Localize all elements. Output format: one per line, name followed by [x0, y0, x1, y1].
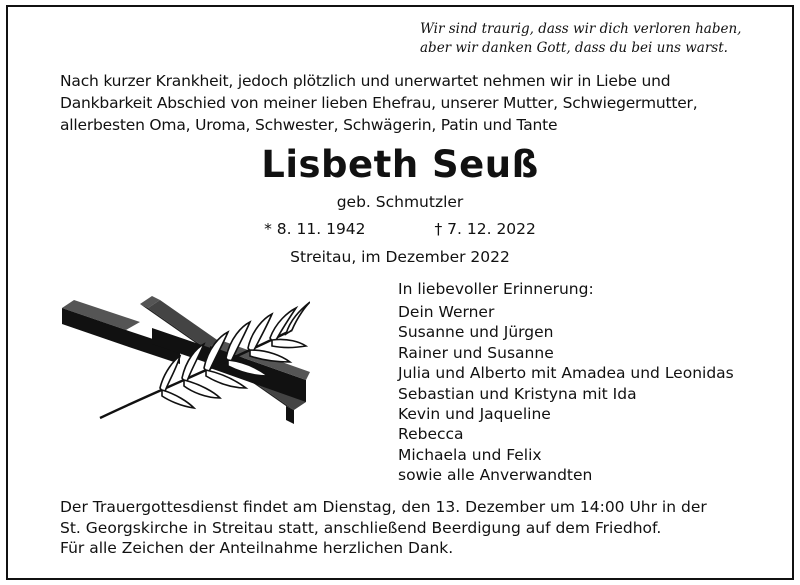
list-item: Julia und Alberto mit Amadea und Leonidas	[398, 364, 734, 383]
service-line: St. Georgskirche in Streitau statt, anschließend Beerdigung auf dem Friedhof.	[60, 518, 662, 537]
mourners-list	[398, 302, 734, 486]
intro-text	[60, 70, 760, 136]
list-item: sowie alle Anverwandten	[398, 466, 593, 485]
intro-line: Nach kurzer Krankheit, jedoch plötzlich und unerwartet nehmen wir in Liebe und	[60, 72, 671, 90]
service-line: Für alle Zeichen der Anteilnahme herzlichen Dank.	[60, 539, 454, 557]
motto-line: aber wir danken Gott, dass du bei uns warst.	[420, 40, 728, 56]
service-info	[60, 497, 760, 559]
list-item: Rebecca	[398, 425, 464, 444]
intro-line: Dankbarkeit Abschied von meiner lieben Ehefrau, unserer Mutter, Schwiegermutter,	[60, 94, 698, 112]
list-item: Sebastian und Kristyna mit Ida	[398, 384, 637, 403]
memory-heading: In liebevoller Erinnerung:	[398, 280, 594, 298]
death-date: † 7. 12. 2022	[434, 220, 536, 238]
place-and-date: Streitau, im Dezember 2022	[290, 248, 510, 266]
motto-line: Wir sind traurig, dass wir dich verloren haben,	[420, 21, 742, 37]
list-item: Dein Werner	[398, 303, 495, 321]
birth-name: geb. Schmutzler	[336, 193, 464, 211]
motto-quote	[420, 20, 750, 58]
list-item: Kevin und Jaqueline	[398, 405, 551, 424]
deceased-name: Lisbeth Seuß	[261, 143, 539, 186]
list-item: Susanne und Jürgen	[398, 323, 554, 342]
life-dates	[0, 220, 800, 238]
intro-line: allerbesten Oma, Uroma, Schwester, Schwägerin, Patin und Tante	[60, 116, 558, 134]
service-line: Der Trauergottesdienst findet am Dienstag, den 13. Dezember um 14:00 Uhr in der	[60, 498, 707, 516]
list-item: Rainer und Susanne	[398, 343, 554, 362]
list-item: Michaela und Felix	[398, 445, 542, 464]
birth-date: * 8. 11. 1942	[264, 220, 366, 238]
cross-with-palm-branch-icon	[60, 290, 310, 430]
